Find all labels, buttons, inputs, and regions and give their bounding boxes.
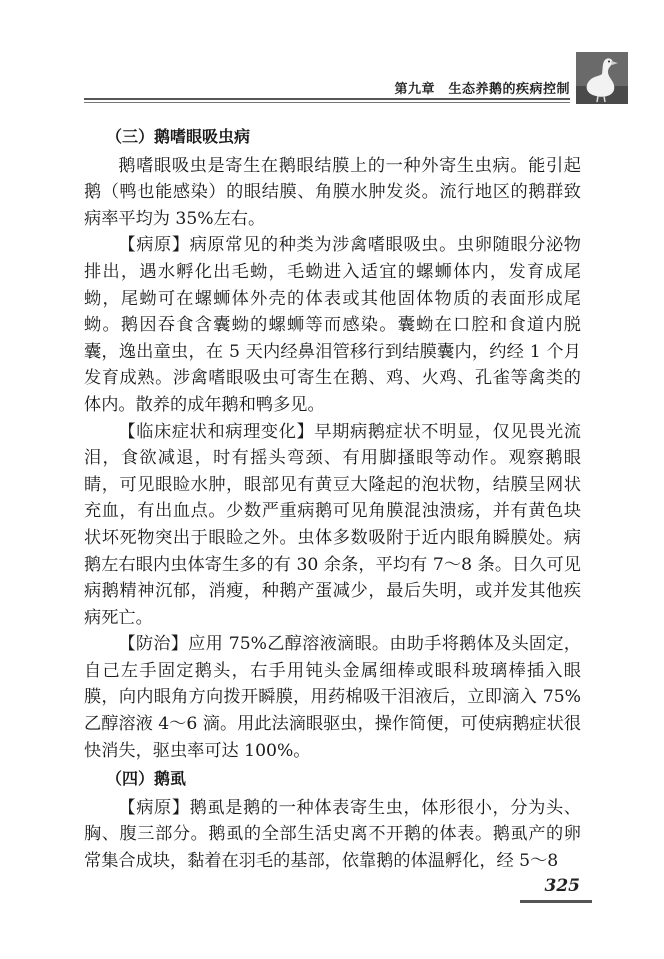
chapter-title: 第九章 生态养鹅的疾病控制 xyxy=(394,82,570,97)
header-rule-thin xyxy=(84,102,570,103)
paragraph: 鹅嗜眼吸虫是寄生在鹅眼结膜上的一种外寄生虫病。能引起鹅（鸭也能感染）的眼结膜、角膜水肿发炎。流行地区的鹅群致病率平均为 35%左右。 xyxy=(84,155,581,229)
paragraph: 【临床症状和病理变化】早期病鹅症状不明显，仅见畏光流泪，食欲减退，时有摇头弯颈、有用脚搔眼等动作。观察鹅眼睛，可见眼睑水肿，眼部见有黄豆大隆起的泡状物，结膜呈网状充血，有出血点。少数严重病鹅可见角膜混浊溃疡，并有黄色块状坏死物突出于眼睑之外。虫体多数吸附于近内眼角瞬膜处。病鹅左右眼内虫体寄生多的有 30 余条，平均有 7～8 条。日久可见病鹅精神沉郁，消瘦，种鹅产蛋减少，最后失明，或并发其他疾病死亡。 xyxy=(84,421,581,628)
page-header xyxy=(84,48,628,104)
paragraph: 【防治】应用 75%乙醇溶液滴眼。由助手将鹅体及头固定，自己左手固定鹅头，右手用钝头金属细棒或眼科玻璃棒插入眼膜，向内眼角方向拨开瞬膜，用药棉吸干泪液后，立即滴入 75%乙醇溶液 4～6 滴。用此法滴眼驱虫，操作简便，可使病鹅症状很快消失，驱虫率可达 100%。 xyxy=(84,634,581,761)
page-number: 325 xyxy=(544,876,580,896)
section-title: （四）鹅虱 xyxy=(106,769,187,789)
section-title: （三）鹅嗜眼吸虫病 xyxy=(106,127,251,146)
goose-icon xyxy=(576,52,628,104)
page-body xyxy=(84,122,581,875)
paragraph: 【病原】病原常见的种类为涉禽嗜眼吸虫。虫卵随眼分泌物排出，遇水孵化出毛蚴，毛蚴进入适宜的螺蛳体内，发育成尾蚴，尾蚴可在螺蛳体外壳的体表或其他固体物质的表面形成尾蚴。鹅因吞食含囊蚴的螺蛳等而感染。囊蚴在口腔和食道内脱囊，逸出童虫，在 5 天内经鼻泪管移行到结膜囊内，约经 1 个月发育成熟。涉禽嗜眼吸虫可寄生在鹅、鸡、火鸡、孔雀等禽类的体内。散养的成年鹅和鸭多见。 xyxy=(84,235,581,415)
section-3 xyxy=(84,124,581,764)
section-4 xyxy=(84,766,581,874)
header-rule xyxy=(84,98,570,100)
footer-rule xyxy=(520,900,592,903)
paragraph: 【病原】鹅虱是鹅的一种体表寄生虫，体形很小，分为头、胸、腹三部分。鹅虱的全部生活史离不开鹅的体表。鹅虱产的卵常集合成块，黏着在羽毛的基部，依靠鹅的体温孵化，经 5～8 xyxy=(84,797,581,872)
